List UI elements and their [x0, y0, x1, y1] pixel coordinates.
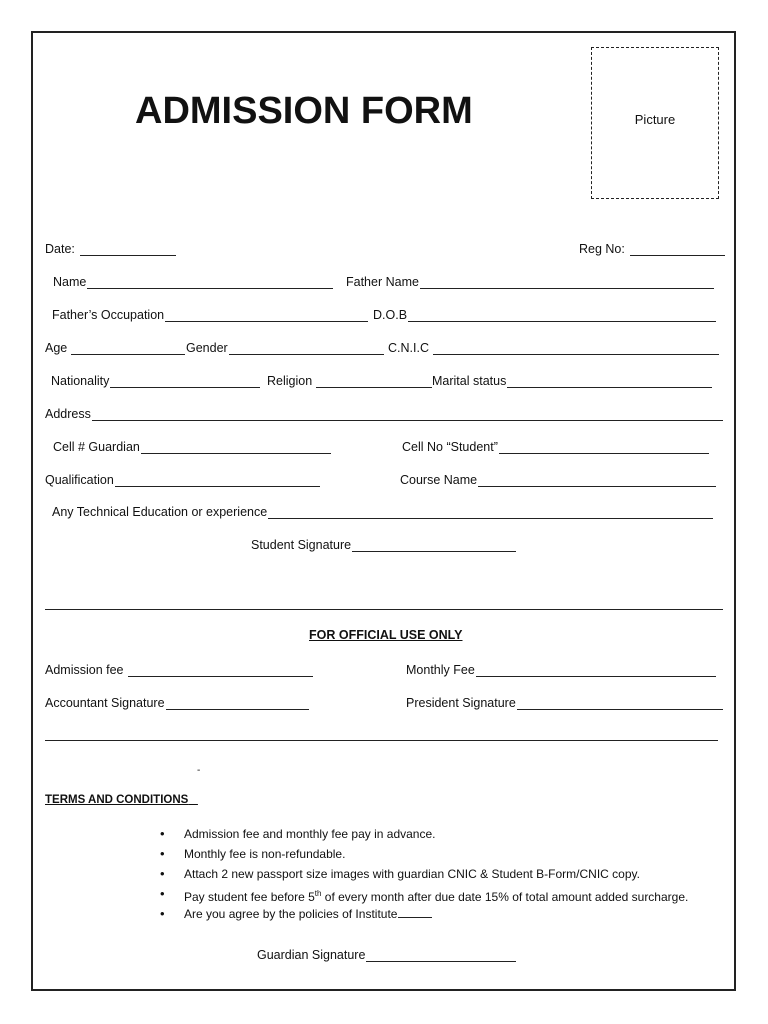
cell-guardian-field[interactable] — [53, 440, 331, 454]
guardian-signature-field[interactable] — [257, 948, 516, 962]
cnic-label: C.N.I.C — [388, 341, 429, 355]
cnic-field[interactable] — [388, 341, 719, 355]
nationality-label: Nationality — [51, 374, 110, 388]
name-line[interactable] — [87, 276, 333, 289]
guardian-signature-label: Guardian Signature — [257, 948, 366, 962]
accountant-signature-field[interactable] — [45, 696, 309, 710]
bullet-icon: • — [160, 826, 165, 841]
technical-education-label: Any Technical Education or experience — [52, 505, 268, 519]
address-label: Address — [45, 407, 91, 421]
date-label: Date: — [45, 242, 75, 256]
dob-field[interactable] — [373, 308, 716, 322]
terms-heading: TERMS AND CONDITIONS — [45, 794, 189, 806]
picture-box — [591, 47, 719, 199]
president-signature-field[interactable] — [406, 696, 723, 710]
technical-education-line[interactable] — [268, 506, 713, 519]
stray-dash: - — [197, 765, 201, 776]
father-name-label: Father Name — [346, 275, 419, 289]
reg-no-label: Reg No: — [579, 242, 625, 256]
date-line[interactable] — [80, 243, 176, 256]
nationality-field[interactable] — [51, 374, 260, 388]
bullet-icon: • — [160, 846, 165, 861]
gender-field[interactable] — [186, 341, 384, 355]
cnic-line[interactable] — [433, 342, 719, 355]
qualification-label: Qualification — [45, 473, 114, 487]
student-signature-field[interactable] — [251, 538, 516, 552]
reg-no-field[interactable] — [579, 242, 725, 256]
address-field[interactable] — [45, 407, 723, 421]
father-name-line[interactable] — [420, 276, 714, 289]
student-signature-line[interactable] — [352, 539, 516, 552]
president-signature-line[interactable] — [517, 697, 723, 710]
monthly-fee-line[interactable] — [476, 664, 716, 677]
age-field[interactable] — [45, 341, 185, 355]
official-use-heading: FOR OFFICIAL USE ONLY — [309, 628, 463, 642]
technical-education-field[interactable] — [52, 505, 713, 519]
list-item: • Monthly fee is non-refundable. — [160, 846, 346, 861]
terms-list — [160, 825, 689, 925]
admission-fee-label: Admission fee — [45, 663, 124, 677]
marital-status-label: Marital status — [432, 374, 507, 388]
course-name-line[interactable] — [478, 474, 716, 487]
qualification-line[interactable] — [115, 474, 320, 487]
marital-status-field[interactable] — [432, 374, 712, 388]
dob-line[interactable] — [408, 309, 716, 322]
qualification-field[interactable] — [45, 473, 320, 487]
dob-label: D.O.B — [373, 308, 408, 322]
religion-line[interactable] — [316, 375, 432, 388]
admission-fee-field[interactable] — [45, 663, 313, 677]
father-occupation-field[interactable] — [52, 308, 368, 322]
cell-student-label: Cell No “Student” — [402, 440, 498, 454]
cell-guardian-line[interactable] — [141, 441, 331, 454]
gender-line[interactable] — [229, 342, 384, 355]
student-signature-label: Student Signature — [251, 538, 352, 552]
father-name-field[interactable] — [346, 275, 714, 289]
father-occupation-label: Father’s Occupation — [52, 308, 165, 322]
name-field[interactable] — [53, 275, 333, 289]
list-item: • Are you agree by the policies of Institute — [184, 905, 688, 925]
president-signature-label: President Signature — [406, 696, 516, 710]
section-divider — [45, 609, 723, 610]
form-title: ADMISSION FORM — [135, 90, 473, 132]
father-occupation-line[interactable] — [165, 309, 368, 322]
religion-label: Religion — [267, 374, 313, 388]
cell-guardian-label: Cell # Guardian — [53, 440, 140, 454]
bullet-icon: • — [160, 906, 165, 921]
list-item: • Attach 2 new passport size images with guardian CNIC & Student B-Form/CNIC copy. — [160, 866, 640, 881]
age-line[interactable] — [71, 342, 185, 355]
monthly-fee-field[interactable] — [406, 663, 716, 677]
age-label: Age — [45, 341, 68, 355]
gender-label: Gender — [186, 341, 228, 355]
accountant-signature-label: Accountant Signature — [45, 696, 165, 710]
course-name-field[interactable] — [400, 473, 716, 487]
address-line[interactable] — [92, 408, 723, 421]
guardian-signature-line[interactable] — [366, 949, 516, 962]
cell-student-field[interactable] — [402, 440, 709, 454]
official-divider — [45, 740, 718, 741]
course-name-label: Course Name — [400, 473, 478, 487]
nationality-line[interactable] — [110, 375, 260, 388]
reg-no-line[interactable] — [630, 243, 725, 256]
religion-field[interactable] — [267, 374, 432, 388]
list-item: • Pay student fee before 5th of every month after due date 15% of total amount added surcharge. — [160, 886, 689, 904]
cell-student-line[interactable] — [499, 441, 709, 454]
marital-status-line[interactable] — [507, 375, 712, 388]
date-field[interactable] — [45, 242, 176, 256]
name-label: Name — [53, 275, 87, 289]
bullet-icon: • — [160, 886, 165, 901]
admission-fee-line[interactable] — [128, 664, 313, 677]
monthly-fee-label: Monthly Fee — [406, 663, 475, 677]
accountant-signature-line[interactable] — [166, 697, 309, 710]
bullet-icon: • — [160, 866, 165, 881]
picture-label: Picture — [634, 112, 676, 127]
list-item: • Admission fee and monthly fee pay in advance. — [160, 826, 436, 841]
agree-line[interactable] — [398, 907, 432, 918]
